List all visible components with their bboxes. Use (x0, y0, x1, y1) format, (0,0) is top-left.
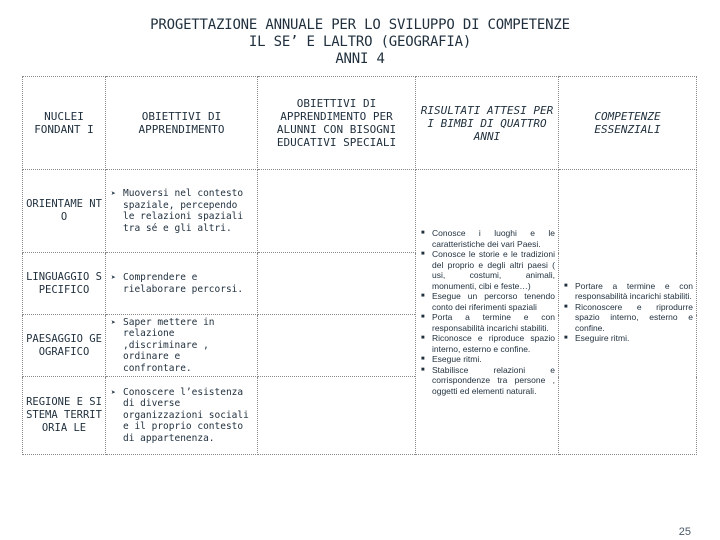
title-line-2: IL SE’ E LALTRO (GEOGRAFIA) (248, 34, 472, 50)
list-item: ■ Riconoscere e riprodurre spazio interno, esterno e confine. (564, 301, 693, 333)
nucleo-cell: LINGUAGGIO SPECIFICO (23, 253, 106, 315)
nucleo-cell: ORIENTAME NTO (23, 170, 106, 253)
obiettivo-text: Saper mettere in relazione ,discriminare , ordinare e confrontare. (123, 316, 215, 374)
nucleo-cell: PAESAGGIO GEOGRAFICO (23, 315, 106, 377)
title-line-1: PROGETTAZIONE ANNUALE PER LO SVILUPPO DI COMPETENZE (150, 17, 570, 33)
header-obiettivi-speciali: OBIETTIVI DI APPRENDIMENTO PER ALUNNI CON BISOGNI EDUCATIVI SPECIALI (258, 77, 416, 170)
competenze-list (562, 281, 693, 344)
square-bullet-icon: ■ (421, 356, 425, 362)
list-item: ■ Esegue ritmi. (421, 354, 482, 364)
square-bullet-icon: ■ (421, 366, 425, 373)
square-bullet-icon: ■ (421, 230, 425, 236)
table-header-row (23, 77, 697, 170)
square-bullet-icon: ■ (421, 293, 425, 299)
list-item: ■ Conosce le storie e le tradizioni del proprio e degli altri paesi ( usi, costumi, animali, monumenti, cibi e feste…) (421, 249, 555, 291)
header-competenze: COMPETENZE ESSENZIALI (559, 77, 697, 170)
obiettivi-speciali-cell (258, 377, 416, 455)
square-bullet-icon: ■ (421, 335, 425, 341)
obiettivi-speciali-cell (258, 253, 416, 315)
competenze-cell (559, 170, 697, 455)
obiettivo-text: Comprendere e rielaborare percorsi. (123, 272, 244, 295)
risultati-list (419, 228, 555, 396)
list-item: ■ Eseguire ritmi. (564, 333, 630, 343)
square-bullet-icon: ■ (564, 282, 568, 289)
obiettivo-text: Conoscere l’esistenza di diverse organizzazioni sociali e il proprio contesto di appartenenza. (123, 386, 249, 444)
arrow-bullet-icon: ➤ (111, 273, 116, 282)
title-line-3: ANNI 4 (335, 51, 385, 67)
list-item: ■ Porta a termine e con responsabilità incarichi stabiliti. (421, 312, 555, 333)
page-title (0, 17, 720, 68)
header-risultati: RISULTATI ATTESI PER I BIMBI DI QUATTRO ANNI (416, 77, 559, 170)
square-bullet-icon: ■ (421, 314, 425, 320)
square-bullet-icon: ■ (564, 335, 568, 341)
obiettivo-cell (106, 170, 258, 253)
arrow-bullet-icon: ➤ (111, 189, 116, 198)
obiettivo-cell (106, 377, 258, 455)
list-item: ■ Conosce i luoghi e le caratteristiche dei vari Paesi. (421, 228, 555, 249)
competence-table (22, 76, 697, 455)
risultati-cell (416, 170, 559, 455)
square-bullet-icon: ■ (421, 251, 425, 257)
arrow-bullet-icon: ➤ (111, 317, 116, 327)
obiettivo-cell (106, 253, 258, 315)
list-item: ■ Portare a termine e con responsabilità incarichi stabiliti. (564, 280, 693, 301)
list-item: ■ Esegue un percorso tenendo conto dei riferimenti spaziali (421, 291, 555, 312)
square-bullet-icon: ■ (564, 303, 568, 310)
header-obiettivi: OBIETTIVI DI APPRENDIMENTO (106, 77, 258, 170)
table-row (23, 170, 697, 253)
list-item: ■ Riconosce e riproduce spazio interno, esterno e confine. (421, 333, 555, 354)
header-nuclei: NUCLEI FONDANT I (23, 77, 106, 170)
list-item: ■ Stabilisce relazioni e corrispondenze tra persone , oggetti ed elementi naturali. (421, 364, 555, 396)
obiettivi-speciali-cell (258, 170, 416, 253)
arrow-bullet-icon: ➤ (111, 387, 116, 397)
obiettivo-text: Muoversi nel contesto spaziale, percependo le relazioni spaziali tra sé e gli altri. (123, 188, 244, 234)
obiettivi-speciali-cell (258, 315, 416, 377)
nucleo-cell: REGIONE E SISTEMA TERRITORIA LE (23, 377, 106, 455)
page-number: 25 (678, 526, 691, 538)
obiettivo-cell (106, 315, 258, 377)
